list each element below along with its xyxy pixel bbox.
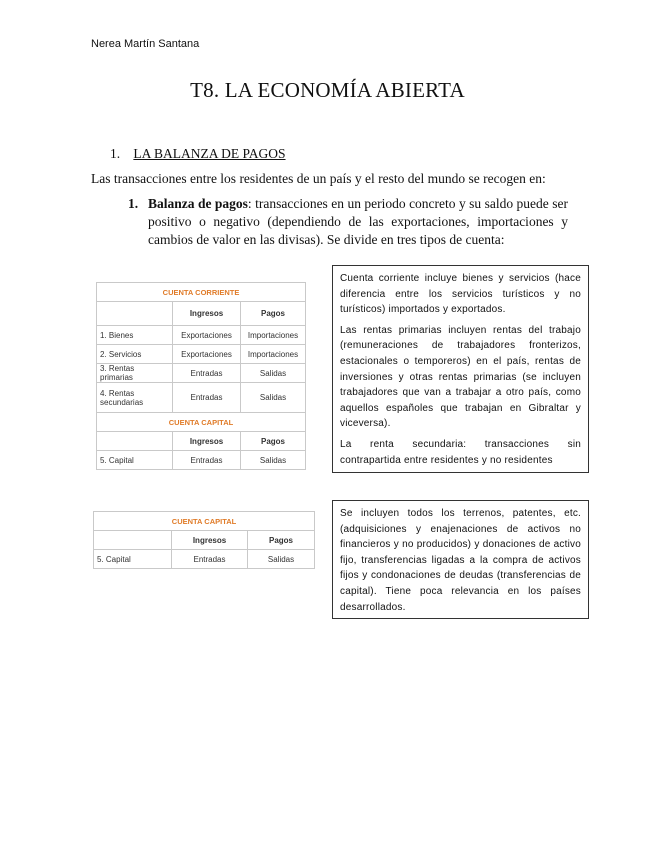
- table-subtitle: CUENTA CAPITAL: [97, 413, 306, 432]
- section-heading: [110, 146, 286, 162]
- cell-ingresos: Entradas: [173, 383, 241, 413]
- table-row: [97, 364, 306, 383]
- table-cuenta-capital: [93, 511, 315, 569]
- table-row: [97, 326, 306, 345]
- row-label: 5. Capital: [94, 550, 172, 569]
- note-paragraph: Se incluyen todos los terrenos, patentes, etc. (adquisiciones y enajenaciones de activos no financieros y no producidos) y donaciones de activo fijo, transferencias ligadas a la compra de activos fijos y condonaciones de deudas (transferencias de capital). Tiene poca relevancia en los países desarrollados.: [340, 508, 581, 613]
- table-cuenta-corriente: [96, 282, 306, 470]
- cell-pagos: Salidas: [241, 364, 306, 383]
- cell-pagos: Salidas: [241, 383, 306, 413]
- cell-ingresos: Entradas: [173, 451, 241, 470]
- table-title: CUENTA CAPITAL: [94, 512, 315, 531]
- table-row: [97, 383, 306, 413]
- list-item-balanza: [128, 195, 568, 249]
- note-paragraph: La renta secundaria: transacciones sin contrapartida entre residentes y no residentes: [340, 438, 581, 466]
- cell-ingresos: Entradas: [173, 364, 241, 383]
- page-header-author: Nerea Martín Santana: [91, 38, 200, 50]
- page-title: T8. LA ECONOMÍA ABIERTA: [190, 78, 465, 102]
- note-paragraph: Cuenta corriente incluye bienes y servicios (hace diferencia entre los servicios turísticos y no turísticos) importados y exportados.: [340, 273, 581, 316]
- column-header-pagos: Pagos: [241, 432, 306, 451]
- table-row: [94, 550, 315, 569]
- note-box-cuenta-capital: [332, 500, 589, 619]
- table-corner-cell: [97, 432, 173, 451]
- note-paragraph: Las rentas primarias incluyen rentas del trabajo (remuneraciones de trabajadores fronterizos, estacionales o temporeros) en el país, rentas de inversiones y otras rentas primarias (se incluyen trabajadores que van a trabajar a otro país, como aquellos españoles que trabajan en Gibraltar y viceversa).: [340, 324, 581, 430]
- list-item-term: Balanza de pagos: [148, 196, 248, 211]
- row-label: 2. Servicios: [97, 345, 173, 364]
- row-label: 1. Bienes: [97, 326, 173, 345]
- row-label: 3. Rentas primarias: [97, 364, 173, 383]
- table-title: CUENTA CORRIENTE: [97, 283, 306, 302]
- cell-ingresos: Exportaciones: [173, 345, 241, 364]
- table-row: [97, 345, 306, 364]
- row-label: 4. Rentas secundarias: [97, 383, 173, 413]
- cell-pagos: Salidas: [248, 550, 315, 569]
- row-label: 5. Capital: [97, 451, 173, 470]
- cell-ingresos: Entradas: [172, 550, 248, 569]
- note-box-cuenta-corriente: [332, 265, 589, 473]
- list-item-text: : transacciones en un periodo concreto y su saldo puede ser positivo o negativo (dependiendo de las exportaciones, importaciones y cambios de valor en las divisas). Se divide en tres tipos de cuenta:: [148, 196, 568, 247]
- column-header-ingresos: Ingresos: [173, 432, 241, 451]
- column-header-pagos: Pagos: [248, 531, 315, 550]
- cell-pagos: Importaciones: [241, 345, 306, 364]
- table-corner-cell: [94, 531, 172, 550]
- list-item-body: [148, 195, 568, 249]
- section-number: 1.: [110, 146, 121, 161]
- table-row: [97, 451, 306, 470]
- table-corner-cell: [97, 302, 173, 326]
- intro-paragraph: Las transacciones entre los residentes de un país y el resto del mundo se recogen en:: [91, 171, 546, 186]
- column-header-ingresos: Ingresos: [172, 531, 248, 550]
- column-header-ingresos: Ingresos: [173, 302, 241, 326]
- cell-pagos: Salidas: [241, 451, 306, 470]
- column-header-pagos: Pagos: [241, 302, 306, 326]
- cell-pagos: Importaciones: [241, 326, 306, 345]
- cell-ingresos: Exportaciones: [173, 326, 241, 345]
- section-title: LA BALANZA DE PAGOS: [133, 146, 286, 161]
- list-item-number: 1.: [128, 196, 139, 211]
